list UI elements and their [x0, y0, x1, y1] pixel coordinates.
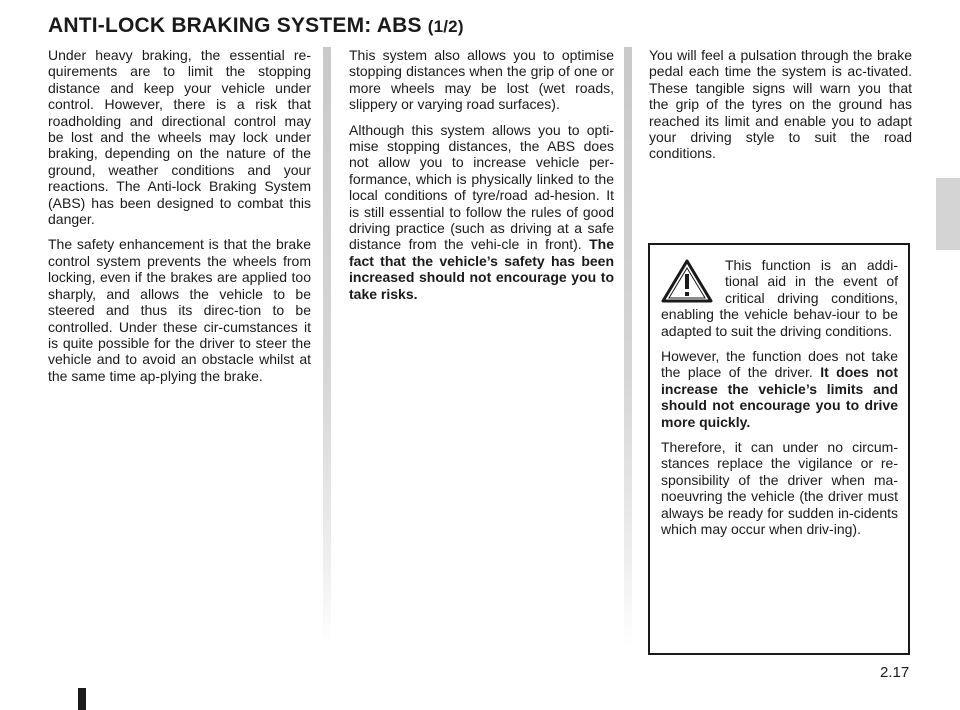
section-tab: [936, 178, 960, 250]
warning-text: However, the function does not take the place of the driver.: [661, 348, 898, 381]
page-number: 2.17: [880, 664, 910, 681]
paragraph: [349, 122, 614, 302]
column-divider-right: [624, 47, 632, 647]
paragraph-text: Although this system allows you to opti-mise stopping distances, the ABS does not allow you to increase vehicle per-formance, which is physically linked to the local conditions of tyre/road ad-hesion. It is still essential to follow the rules of good driving practice (such as driving at a safe distance from the vehi-cle in front).: [349, 121, 614, 253]
column-divider-left: [323, 47, 331, 647]
paragraph: The safety enhancement is that the brake control system prevents the wheels from locking, even if the brakes are applied too sharply, and allows the vehicle to be steered and thus its direc-tion to be controlled. Under these cir-cumstances it is quite possible for the driver to steer the vehicle and to avoid an obstacle whilst at the same time ap-plying the brake.: [48, 236, 311, 384]
title-text: ANTI-LOCK BRAKING SYSTEM: ABS: [48, 14, 422, 37]
text-column-2: [349, 47, 614, 311]
text-column-3: [649, 47, 912, 171]
warning-box: [648, 243, 910, 655]
warning-paragraph: This function is an addi-tional aid in the event of critical driving conditions, enabling the vehicle behav-iour to be adapted to suit the driving conditions.: [661, 257, 898, 339]
warning-paragraph: Therefore, it can under no circum-stances replace the vigilance or re-sponsibility of the driver when ma-noeuvring the vehicle (the driver must always be ready for sudden in-cidents which may occur when driv-ing).: [661, 439, 898, 538]
warning-triangle-icon: [661, 259, 713, 303]
paragraph: This system also allows you to optimise stopping distances when the grip of one or more wheels may be lost (wet roads, slippery or varying road surfaces).: [349, 47, 614, 113]
paragraph: You will feel a pulsation through the brake pedal each time the system is ac-tivated. These tangible signs will warn you that the grip of the tyres on the ground has reached its limit and enable you to adapt your driving style to suit the road conditions.: [649, 47, 912, 162]
warning-bold-text: It does not increase the vehicle’s limits and should not encourage you to drive more quickly.: [661, 364, 898, 430]
warning-paragraph: [661, 348, 898, 430]
page-title: [48, 14, 464, 38]
paragraph: Under heavy braking, the essential re-quirements are to limit the stopping distance and keep your vehicle under control. However, there is a risk that roadholding and directional control may be lost and the wheels may lock under braking, depending on the nature of the ground, weather conditions and your reactions. The Anti-lock Braking System (ABS) has been designed to combat this danger.: [48, 47, 311, 228]
corner-mark: [78, 688, 86, 710]
text-column-1: [48, 47, 311, 393]
paragraph-bold-text: The fact that the vehicle’s safety has been increased should not encourage you to take risks.: [349, 236, 614, 302]
title-part: (1/2): [427, 17, 464, 36]
